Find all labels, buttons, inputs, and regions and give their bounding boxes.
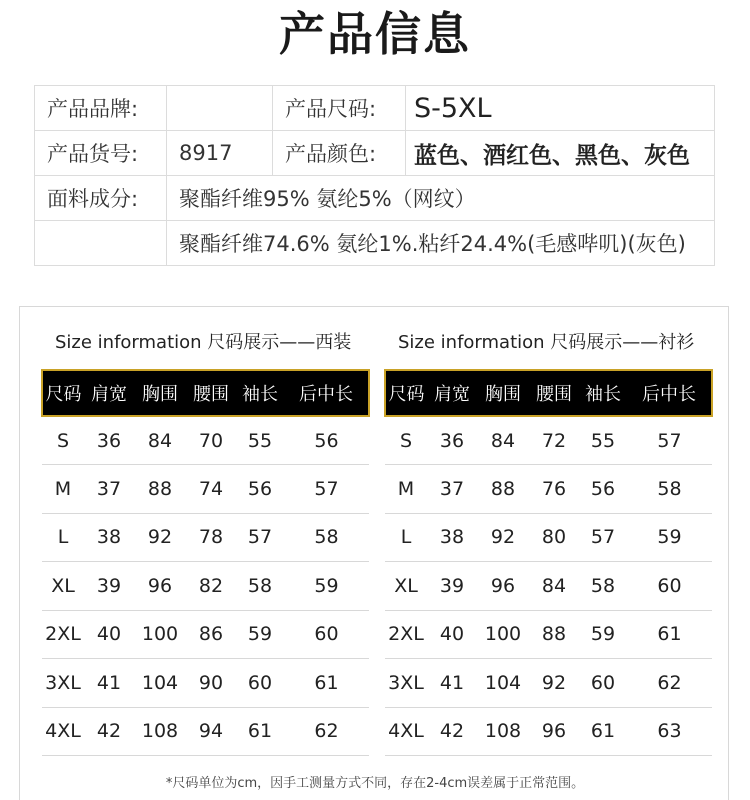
shirt-header-cell: 腰围 <box>529 370 579 416</box>
suit-header-cell: 腰围 <box>186 370 236 416</box>
shirt-size-block <box>384 325 711 756</box>
shirt-cell: 61 <box>579 707 627 756</box>
table-row <box>42 416 369 465</box>
suit-cell: 92 <box>134 513 186 562</box>
shirt-cell: 96 <box>529 707 579 756</box>
shirt-cell: 84 <box>477 416 529 465</box>
table-row <box>42 562 369 611</box>
suit-cell: 58 <box>284 513 369 562</box>
shirt-cell: 41 <box>427 659 477 708</box>
suit-cell: M <box>42 465 84 514</box>
shirt-cell: 96 <box>477 562 529 611</box>
color-label: 产品颜色: <box>273 131 406 176</box>
shirt-cell: 2XL <box>385 610 427 659</box>
shirt-cell: 60 <box>627 562 712 611</box>
brand-label: 产品品牌: <box>35 86 167 131</box>
suit-cell: 56 <box>236 465 284 514</box>
shirt-cell: 42 <box>427 707 477 756</box>
fabric-label-empty <box>35 221 167 266</box>
table-row <box>42 659 369 708</box>
shirt-cell: 61 <box>627 610 712 659</box>
suit-cell: 78 <box>186 513 236 562</box>
suit-cell: 57 <box>284 465 369 514</box>
table-row <box>42 513 369 562</box>
suit-cell: 2XL <box>42 610 84 659</box>
suit-header-cell: 后中长 <box>284 370 369 416</box>
suit-cell: 90 <box>186 659 236 708</box>
shirt-cell: 55 <box>579 416 627 465</box>
shirt-size-table <box>384 369 713 756</box>
size-value: S-5XL <box>406 86 715 131</box>
table-row <box>385 465 712 514</box>
suit-cell: 70 <box>186 416 236 465</box>
shirt-header-cell: 袖长 <box>579 370 627 416</box>
suit-cell: 58 <box>236 562 284 611</box>
shirt-cell: 80 <box>529 513 579 562</box>
suit-size-block <box>41 325 368 756</box>
fabric-label: 面料成分: <box>35 176 167 221</box>
shirt-cell: 36 <box>427 416 477 465</box>
suit-cell: 40 <box>84 610 134 659</box>
suit-cell: 57 <box>236 513 284 562</box>
table-row <box>42 707 369 756</box>
shirt-cell: 92 <box>529 659 579 708</box>
sku-value: 8917 <box>167 131 273 176</box>
measurement-note: *尺码单位为cm，因手工测量方式不同，存在2-4cm误差属于正常范围。 <box>165 776 585 791</box>
shirt-cell: 3XL <box>385 659 427 708</box>
shirt-cell: 76 <box>529 465 579 514</box>
suit-cell: 41 <box>84 659 134 708</box>
shirt-cell: 59 <box>627 513 712 562</box>
page-title: 产品信息 <box>279 7 471 61</box>
brand-value <box>167 86 273 131</box>
suit-cell: 62 <box>284 707 369 756</box>
suit-cell: 37 <box>84 465 134 514</box>
shirt-header-cell: 胸围 <box>477 370 529 416</box>
suit-cell: 74 <box>186 465 236 514</box>
suit-cell: 59 <box>236 610 284 659</box>
size-label: 产品尺码: <box>273 86 406 131</box>
shirt-cell: 57 <box>579 513 627 562</box>
suit-cell: XL <box>42 562 84 611</box>
shirt-cell: 60 <box>579 659 627 708</box>
table-row <box>385 659 712 708</box>
suit-size-table <box>41 369 370 756</box>
table-row <box>385 416 712 465</box>
shirt-header-row <box>385 370 712 416</box>
suit-size-caption: Size information 尺码展示——西装 <box>55 332 352 353</box>
info-row-fabric-1 <box>35 176 715 221</box>
shirt-cell: 108 <box>477 707 529 756</box>
info-row-sku-color <box>35 131 715 176</box>
suit-cell: 4XL <box>42 707 84 756</box>
shirt-cell: 104 <box>477 659 529 708</box>
suit-cell: 61 <box>284 659 369 708</box>
table-row <box>385 562 712 611</box>
shirt-header-cell: 肩宽 <box>427 370 477 416</box>
sku-label: 产品货号: <box>35 131 167 176</box>
suit-cell: 60 <box>236 659 284 708</box>
suit-header-cell: 胸围 <box>134 370 186 416</box>
shirt-size-body <box>385 416 712 756</box>
product-info-table <box>34 85 715 266</box>
shirt-cell: 84 <box>529 562 579 611</box>
shirt-cell: 4XL <box>385 707 427 756</box>
suit-cell: 3XL <box>42 659 84 708</box>
suit-cell: 96 <box>134 562 186 611</box>
suit-cell: L <box>42 513 84 562</box>
table-row <box>42 465 369 514</box>
shirt-cell: 58 <box>579 562 627 611</box>
suit-cell: 61 <box>236 707 284 756</box>
color-value: 蓝色、酒红色、黑色、灰色 <box>406 131 715 176</box>
table-row <box>385 707 712 756</box>
shirt-cell: 59 <box>579 610 627 659</box>
suit-header-cell: 袖长 <box>236 370 284 416</box>
shirt-cell: XL <box>385 562 427 611</box>
info-row-fabric-2 <box>35 221 715 266</box>
shirt-cell: 63 <box>627 707 712 756</box>
fabric-value-2: 聚酯纤维74.6% 氨纶1%.粘纤24.4%(毛感哔叽)(灰色) <box>167 221 715 266</box>
shirt-cell: 40 <box>427 610 477 659</box>
shirt-cell: M <box>385 465 427 514</box>
table-row <box>385 513 712 562</box>
suit-cell: 59 <box>284 562 369 611</box>
suit-cell: S <box>42 416 84 465</box>
shirt-header-cell: 尺码 <box>385 370 427 416</box>
table-row <box>42 610 369 659</box>
size-panel <box>19 306 729 800</box>
suit-size-body <box>42 416 369 756</box>
shirt-cell: L <box>385 513 427 562</box>
suit-header-cell: 肩宽 <box>84 370 134 416</box>
suit-cell: 39 <box>84 562 134 611</box>
suit-cell: 56 <box>284 416 369 465</box>
suit-cell: 36 <box>84 416 134 465</box>
suit-cell: 84 <box>134 416 186 465</box>
suit-header-cell: 尺码 <box>42 370 84 416</box>
shirt-cell: 39 <box>427 562 477 611</box>
shirt-cell: 72 <box>529 416 579 465</box>
suit-cell: 88 <box>134 465 186 514</box>
fabric-value-1: 聚酯纤维95% 氨纶5%（网纹） <box>167 176 715 221</box>
shirt-cell: 88 <box>529 610 579 659</box>
suit-cell: 38 <box>84 513 134 562</box>
suit-cell: 55 <box>236 416 284 465</box>
shirt-cell: S <box>385 416 427 465</box>
shirt-cell: 37 <box>427 465 477 514</box>
info-row-brand-size <box>35 86 715 131</box>
shirt-cell: 57 <box>627 416 712 465</box>
suit-cell: 94 <box>186 707 236 756</box>
table-row <box>385 610 712 659</box>
suit-cell: 100 <box>134 610 186 659</box>
shirt-cell: 38 <box>427 513 477 562</box>
suit-cell: 108 <box>134 707 186 756</box>
suit-cell: 86 <box>186 610 236 659</box>
shirt-cell: 58 <box>627 465 712 514</box>
suit-cell: 60 <box>284 610 369 659</box>
shirt-header-cell: 后中长 <box>627 370 712 416</box>
suit-cell: 82 <box>186 562 236 611</box>
shirt-cell: 100 <box>477 610 529 659</box>
shirt-cell: 88 <box>477 465 529 514</box>
shirt-cell: 92 <box>477 513 529 562</box>
shirt-size-caption: Size information 尺码展示——衬衫 <box>398 332 695 353</box>
shirt-cell: 62 <box>627 659 712 708</box>
suit-cell: 42 <box>84 707 134 756</box>
suit-cell: 104 <box>134 659 186 708</box>
shirt-cell: 56 <box>579 465 627 514</box>
suit-header-row <box>42 370 369 416</box>
